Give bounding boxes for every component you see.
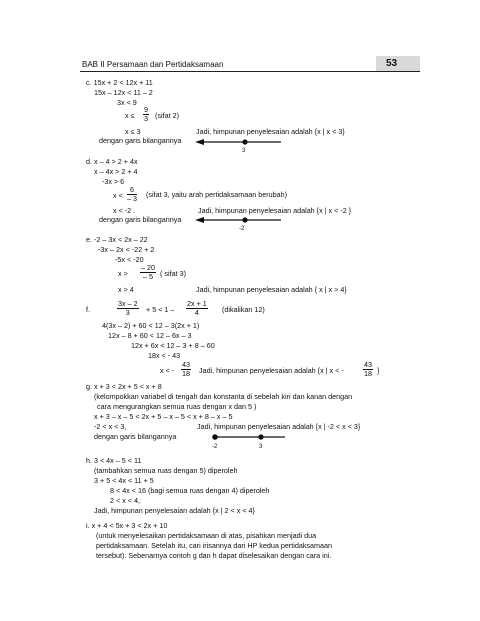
f-line-2: 4(3x – 2) + 60 < 12 – 3(2x + 1) — [102, 321, 200, 330]
f-frac2-den: 4 — [194, 308, 199, 317]
g-tick-label-1: -2 — [212, 444, 218, 450]
d-line-6: dengan garis bilangannya — [99, 215, 182, 224]
c-number-line — [195, 137, 285, 151]
f-line-4: 12x + 6x < 12 – 3 + 8 – 60 — [131, 341, 215, 350]
c-line-4b: (sifat 2) — [155, 111, 179, 120]
f-note: (dikalikan 12) — [222, 305, 265, 314]
c-fraction — [143, 106, 149, 123]
g-tick-label-2: 3 — [259, 444, 263, 450]
c-frac-den: 3 — [144, 114, 148, 123]
h-line-5: 2 < x < 4, — [110, 496, 140, 505]
f-frac1-num: 3x – 2 — [118, 299, 138, 308]
f-frac3-num: 43 — [182, 360, 190, 369]
c-line-6: dengan garis bilangannya — [99, 136, 182, 145]
d-tick-label: -2 — [239, 226, 245, 232]
g-closed-dot-right — [258, 434, 263, 439]
c-frac-num: 9 — [144, 105, 148, 114]
f-result-end: } — [377, 366, 380, 375]
e-frac-den: – 5 — [143, 272, 153, 281]
f-frac4-den: 18 — [364, 369, 372, 378]
e-result: Jadi, himpunan penyelesaian adalah { x | x > 4} — [196, 285, 347, 294]
i-line-3: pertidaksamaan. Setelah itu, cari irisannya dari HP kedua pertidaksamaan — [96, 541, 332, 550]
page-number-box — [376, 56, 420, 71]
e-line-1: e. -2 – 3x < 2x – 22 — [86, 235, 148, 244]
d-fraction — [127, 186, 137, 203]
d-line-5: x < -2 . — [113, 206, 136, 215]
c-line-1: c. 15x + 2 < 12x + 11 — [86, 78, 153, 87]
d-line-1: d. x – 4 > 2 + 4x — [86, 157, 138, 166]
header-rule — [80, 71, 420, 72]
e-line-5: x > 4 — [118, 285, 134, 294]
e-line-2: -3x – 2x < -22 + 2 — [98, 245, 155, 254]
i-line-4: tersebut). Sebenarnya contoh g dan h dapat diselesaikan dengan cara ini. — [96, 551, 332, 560]
d-line-3: -3x > 6 — [102, 177, 125, 186]
f-line-3: 12x – 8 + 60 < 12 – 6x – 3 — [108, 331, 192, 340]
g-line-4: x + 3 – x – 5 < 2x + 5 – x – 5 < x + 8 – x – 5 — [94, 412, 233, 421]
g-line-1: g. x + 3 < 2x + 5 < x + 8 — [86, 382, 162, 391]
c-line-4a: x ≤ — [125, 111, 135, 120]
f-line-5: 18x < - 43 — [148, 351, 181, 360]
h-line-3: 3 + 5 < 4x < 11 + 5 — [94, 476, 154, 485]
c-closed-dot — [242, 139, 247, 144]
f-frac4-num: 43 — [364, 360, 372, 369]
d-frac-num: 6 — [127, 186, 137, 195]
h-line-1: h. 3 < 4x – 5 < 11 — [86, 456, 142, 465]
f-label: f. — [86, 305, 90, 314]
f-result: Jadi, himpunan penyelesaian adalah {x | x < - — [199, 366, 344, 375]
chapter-title: BAB II Persamaan dan Pertidaksamaan — [82, 60, 224, 69]
e-line-4b: ( sifat 3) — [160, 269, 186, 278]
f-line-6a: x < - — [160, 366, 175, 375]
page-number: 53 — [386, 58, 398, 69]
e-line-3: -5x < -20 — [115, 255, 144, 264]
c-line-5: x ≤ 3 — [125, 127, 141, 136]
f-middle: + 5 < 1 – — [146, 305, 175, 314]
c-result: Jadi, himpunan penyelesaian adalah {x | x < 3} — [196, 127, 345, 136]
e-line-4a: x > — [118, 269, 128, 278]
i-line-1: i. x + 4 < 5x + 3 < 2x + 10 — [86, 521, 168, 530]
e-fraction — [140, 264, 156, 281]
g-line-2: (kelompokkan variabel di tengah dan konstanta di sebelah kiri dan kanan dengan — [94, 392, 353, 401]
e-frac-num: – 20 — [141, 263, 155, 272]
d-frac-den: – 3 — [127, 194, 137, 203]
c-line-3: 3x < 9 — [117, 98, 137, 107]
c-tick-label: 3 — [242, 148, 246, 154]
h-line-4: 8 < 4x < 16 (bagi semua ruas dengan 4) diperoleh — [110, 486, 270, 495]
c-arrow-left — [195, 139, 204, 145]
g-closed-dot-left — [212, 434, 218, 440]
f-fraction-1 — [117, 300, 139, 317]
f-fraction-2 — [186, 300, 208, 317]
d-line-4b: (sifat 3, yaitu arah pertidaksamaan berubah) — [146, 190, 288, 199]
h-line-6: Jadi, himpunan penyelesaian adalah {x | 2 < x < 4} — [94, 506, 255, 515]
f-frac1-den: 3 — [125, 308, 130, 317]
f-frac2-num: 2x + 1 — [187, 299, 207, 308]
d-result: Jadi, himpunan penyelesaian adalah {x | x < -2 } — [198, 206, 352, 215]
d-arrow-left — [195, 217, 204, 223]
h-line-2: (tambahkan semua ruas dengan 5) diperoleh — [94, 466, 238, 475]
g-line-6: dengan garis bilangannya — [94, 432, 177, 441]
f-frac3-den: 18 — [182, 369, 190, 378]
g-line-5: -2 < x < 3, — [94, 422, 127, 431]
f-fraction-3 — [181, 361, 191, 378]
d-line-4a: x < — [113, 191, 123, 200]
i-line-2: (untuk menyelesaikan pertidaksamaan di atas, pisahkan menjadi dua — [96, 531, 317, 540]
g-line-3: cara mengurangkan semua ruas dengan x dan 5 ) — [97, 402, 257, 411]
d-closed-dot — [242, 217, 247, 222]
d-line-2: x – 4x > 2 + 4 — [94, 167, 138, 176]
g-number-line — [205, 432, 295, 446]
f-fraction-4 — [363, 361, 373, 378]
g-result: Jadi, himpunan penyelesaian adalah {x | -2 < x < 3} — [197, 422, 361, 431]
c-line-2: 15x – 12x < 11 – 2 — [94, 88, 153, 97]
